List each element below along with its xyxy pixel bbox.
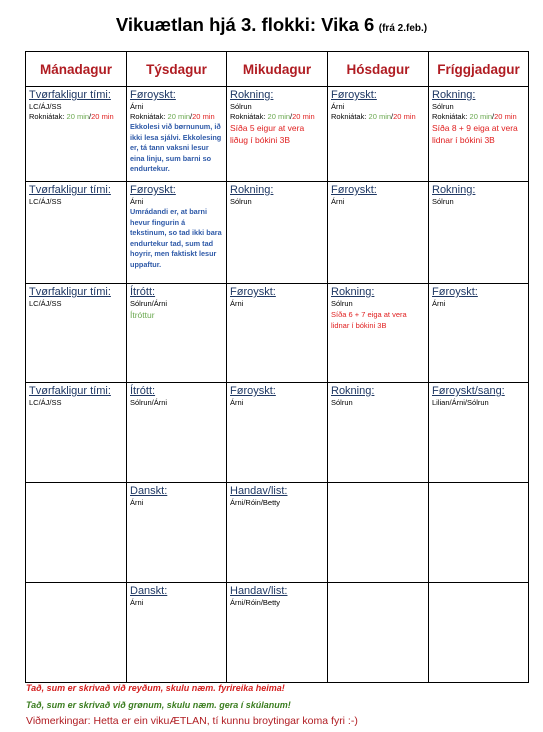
subject-label: Rokning: xyxy=(230,89,274,101)
homework-note: Síða 6 + 7 eiga at vera lidnar í bókini 3B xyxy=(331,310,407,330)
day-header-tuesday: Týsdagur xyxy=(127,52,227,87)
rokniatak-line: Rokniátak: 20 min/20 min xyxy=(230,112,315,121)
table-row xyxy=(26,383,529,483)
teacher-label: Sólrun/Árni xyxy=(130,299,168,308)
table-row xyxy=(26,182,529,284)
lesson-cell xyxy=(127,87,227,182)
classwork-note: Ítróttur xyxy=(130,310,155,320)
lesson-cell xyxy=(26,383,127,483)
footer-remarks: Viðmerkingar: Hetta er ein vikuÆTLAN, tí kunnu broytingar koma fyri :-) xyxy=(26,715,358,727)
schedule-table xyxy=(25,51,529,683)
footer-green-note: Tað, sum er skrivað við grønum, skulu næm. gera í skúlanum! xyxy=(26,700,291,710)
teacher-label: LC/ÁJ/SS xyxy=(29,398,62,407)
subject-label: Danskt: xyxy=(130,485,168,497)
title-sub: (frá 2.feb.) xyxy=(378,23,428,34)
subject-label: Tvørfakligur tími: xyxy=(29,184,111,196)
teacher-label: Sólrun xyxy=(432,102,454,111)
teacher-label: Árni xyxy=(130,498,144,507)
subject-label: Tvørfakligur tími: xyxy=(29,385,111,397)
empty-cell xyxy=(26,483,127,583)
day-header-friday: Fríggjadagur xyxy=(429,52,529,87)
lesson-cell xyxy=(227,383,328,483)
empty-cell xyxy=(26,583,127,683)
footer-red-note: Tað, sum er skrivað við reyðum, skulu næm. fyrireika heima! xyxy=(26,683,285,693)
lesson-cell xyxy=(227,284,328,383)
teacher-label: Árni xyxy=(230,299,244,308)
subject-label: Føroyskt: xyxy=(331,89,377,101)
subject-label: Føroyskt: xyxy=(130,89,176,101)
teacher-label: Árni/Róin/Betty xyxy=(230,598,281,607)
teacher-label: Árni xyxy=(331,102,345,111)
lesson-cell xyxy=(26,284,127,383)
lesson-cell xyxy=(328,284,429,383)
subject-label: Rokning: xyxy=(230,184,274,196)
lesson-cell xyxy=(127,182,227,284)
lesson-cell xyxy=(127,583,227,683)
teacher-label: LC/ÁJ/SS xyxy=(29,299,62,308)
lesson-cell xyxy=(328,182,429,284)
table-row xyxy=(26,87,529,182)
teacher-label: Árni xyxy=(432,299,446,308)
rokniatak-line: Rokniátak: 20 min/20 min xyxy=(130,112,215,121)
subject-label: Rokning: xyxy=(432,184,476,196)
subject-label: Føroyskt: xyxy=(130,184,176,196)
rokniatak-line: Rokniátak: 20 min/20 min xyxy=(331,112,416,121)
subject-label: Rokning: xyxy=(432,89,476,101)
teacher-label: Árni xyxy=(130,102,144,111)
day-header-thursday: Hósdagur xyxy=(328,52,429,87)
subject-label: Danskt: xyxy=(130,585,168,597)
teacher-label: Sólrun xyxy=(331,299,353,308)
empty-cell xyxy=(328,583,429,683)
teacher-label: Árni xyxy=(130,197,144,206)
teacher-label: Lilian/Árni/Sólrun xyxy=(432,398,489,407)
subject-label: Ítrótt: xyxy=(130,385,156,397)
lesson-cell xyxy=(328,383,429,483)
title-main: Vikuætlan hjá 3. flokki: Vika 6 xyxy=(115,14,375,35)
teacher-label: Árni xyxy=(230,398,244,407)
day-header-monday: Mánadagur xyxy=(26,52,127,87)
teacher-label: Sólrun xyxy=(230,102,252,111)
subject-label: Tvørfakligur tími: xyxy=(29,89,111,101)
teacher-label: Árni/Róin/Betty xyxy=(230,498,281,507)
subject-label: Rokning: xyxy=(331,286,375,298)
lesson-cell xyxy=(227,583,328,683)
lesson-cell xyxy=(26,87,127,182)
teacher-label: LC/ÁJ/SS xyxy=(29,197,62,206)
rokniatak-line: Rokniátak: 20 min/20 min xyxy=(432,112,517,121)
header-row xyxy=(26,52,529,87)
teacher-label: Sólrun xyxy=(331,398,353,407)
empty-cell xyxy=(429,483,529,583)
day-header-wednesday: Mikudagur xyxy=(227,52,328,87)
subject-label: Føroyskt/sang: xyxy=(432,385,505,397)
teacher-label: Sólrun xyxy=(230,197,252,206)
lesson-cell xyxy=(429,383,529,483)
lesson-cell xyxy=(429,182,529,284)
homework-note: Síða 8 + 9 eiga at vera lidnar í bókini 3B xyxy=(432,123,518,145)
teacher-label: LC/ÁJ/SS xyxy=(29,102,62,111)
table-row xyxy=(26,483,529,583)
teacher-label: Sólrun/Árni xyxy=(130,398,168,407)
subject-label: Føroyskt: xyxy=(331,184,377,196)
teacher-label: Árni xyxy=(331,197,345,206)
lesson-cell xyxy=(227,483,328,583)
page-title xyxy=(0,14,543,36)
teacher-label: Sólrun xyxy=(432,197,454,206)
lesson-cell xyxy=(429,284,529,383)
empty-cell xyxy=(328,483,429,583)
subject-label: Rokning: xyxy=(331,385,375,397)
lesson-cell xyxy=(127,284,227,383)
teacher-label: Árni xyxy=(130,598,144,607)
lesson-cell xyxy=(127,483,227,583)
table-row xyxy=(26,284,529,383)
lesson-note: Ekkolesi við børnunum, ið ikki lesa sjálvi. Ekkolesing er, tá tann vaksni lesur eina linju, sum barni so endurtekur. xyxy=(130,122,222,173)
subject-label: Handav/list: xyxy=(230,485,288,497)
lesson-cell xyxy=(127,383,227,483)
table-row xyxy=(26,583,529,683)
lesson-cell xyxy=(429,87,529,182)
lesson-cell xyxy=(227,182,328,284)
subject-label: Tvørfakligur tími: xyxy=(29,286,111,298)
subject-label: Ítrótt: xyxy=(130,286,156,298)
lesson-cell xyxy=(328,87,429,182)
rokniatak-line: Rokniátak: 20 min/20 min xyxy=(29,112,114,121)
homework-note: Síða 5 eigur at vera liðug í bókini 3B xyxy=(230,123,305,145)
subject-label: Føroyskt: xyxy=(230,385,276,397)
subject-label: Føroyskt: xyxy=(230,286,276,298)
subject-label: Handav/list: xyxy=(230,585,288,597)
empty-cell xyxy=(429,583,529,683)
subject-label: Føroyskt: xyxy=(432,286,478,298)
lesson-cell xyxy=(26,182,127,284)
lesson-cell xyxy=(227,87,328,182)
lesson-note: Umrádandi er, at barni hevur fingurin á tekstinum, so tad ikki bara endurtekur tad, sum tad hoyrir, men faktiskt lesur uppaftur. xyxy=(130,207,222,269)
